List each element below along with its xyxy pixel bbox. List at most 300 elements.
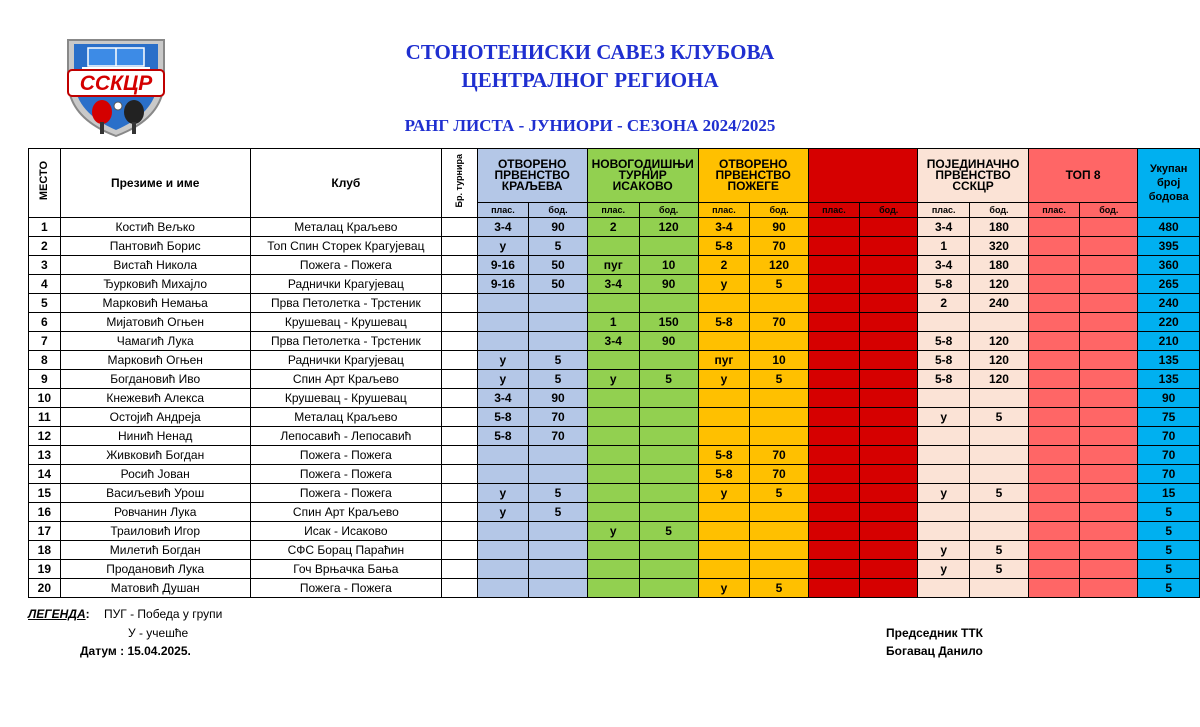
cell-tournaments — [441, 484, 477, 503]
cell-t1-place — [477, 465, 529, 484]
table-row — [29, 370, 1200, 389]
table-row — [29, 522, 1200, 541]
cell-name: Богдановић Иво — [60, 370, 250, 389]
cell-t3-points: 70 — [750, 465, 809, 484]
cell-t1-points: 50 — [529, 256, 588, 275]
cell-t1-points — [529, 332, 588, 351]
page-subtitle: РАНГ ЛИСТА - ЈУНИОРИ - СЕЗОНА 2024/2025 — [404, 116, 776, 135]
cell-t5-place: 3-4 — [918, 256, 970, 275]
cell-t2-place — [587, 351, 639, 370]
cell-t2-points — [639, 408, 698, 427]
cell-t3-place: пуг — [698, 351, 750, 370]
cell-t2-place — [587, 408, 639, 427]
cell-t1-place: 3-4 — [477, 218, 529, 237]
table-row — [29, 484, 1200, 503]
table-row — [29, 218, 1200, 237]
cell-t4-points — [860, 294, 918, 313]
cell-tournaments — [441, 313, 477, 332]
cell-t3-points — [750, 522, 809, 541]
header-tournament-empty — [808, 149, 917, 203]
cell-t2-place: у — [587, 370, 639, 389]
cell-club: Раднички Крагујевац — [250, 351, 441, 370]
legend-title: ЛЕГЕНДА: — [28, 607, 90, 621]
cell-t3-place — [698, 560, 750, 579]
cell-t4-place — [808, 218, 859, 237]
cell-t1-place: 5-8 — [477, 427, 529, 446]
cell-t3-points: 120 — [750, 256, 809, 275]
cell-t2-points — [639, 541, 698, 560]
cell-t3-place — [698, 294, 750, 313]
cell-t3-place: 5-8 — [698, 446, 750, 465]
table-row — [29, 389, 1200, 408]
cell-place: 5 — [29, 294, 61, 313]
cell-t2-place — [587, 446, 639, 465]
cell-t6-place — [1028, 579, 1079, 598]
cell-t5-points: 5 — [970, 408, 1029, 427]
title-line-1: СТОНОТЕНИСКИ САВЕЗ КЛУБОВА — [405, 40, 775, 64]
cell-t4-points — [860, 408, 918, 427]
cell-tournaments — [441, 465, 477, 484]
cell-t6-place — [1028, 522, 1079, 541]
cell-t1-place: у — [477, 484, 529, 503]
title-line-2: ЦЕНТРАЛНОГ РЕГИОНА — [461, 68, 719, 92]
cell-total: 210 — [1138, 332, 1200, 351]
cell-name: Живковић Богдан — [60, 446, 250, 465]
cell-t2-place — [587, 427, 639, 446]
cell-t3-place: у — [698, 484, 750, 503]
cell-place: 14 — [29, 465, 61, 484]
cell-place: 10 — [29, 389, 61, 408]
cell-place: 17 — [29, 522, 61, 541]
cell-club: Раднички Крагујевац — [250, 275, 441, 294]
table-row — [29, 275, 1200, 294]
cell-club: Крушевац - Крушевац — [250, 313, 441, 332]
cell-t6-points — [1080, 484, 1138, 503]
cell-club: Спин Арт Краљево — [250, 503, 441, 522]
cell-t5-points: 120 — [970, 351, 1029, 370]
cell-tournaments — [441, 370, 477, 389]
cell-t5-place — [918, 579, 970, 598]
cell-t5-place: 2 — [918, 294, 970, 313]
cell-total: 5 — [1138, 541, 1200, 560]
cell-t2-place — [587, 237, 639, 256]
cell-place: 7 — [29, 332, 61, 351]
cell-t2-place — [587, 484, 639, 503]
sub-place: плас. — [918, 203, 970, 218]
cell-t2-points — [639, 351, 698, 370]
cell-club: Спин Арт Краљево — [250, 370, 441, 389]
cell-t6-place — [1028, 503, 1079, 522]
cell-t5-points: 120 — [970, 275, 1029, 294]
president-name: Богавац Данило — [886, 644, 983, 658]
cell-t3-points — [750, 408, 809, 427]
cell-t6-place — [1028, 256, 1079, 275]
cell-t5-points: 180 — [970, 218, 1029, 237]
logo-icon — [60, 28, 172, 140]
cell-club: Крушевац - Крушевац — [250, 389, 441, 408]
header-tournaments: Бр. турнира — [441, 149, 477, 218]
cell-t6-points — [1080, 218, 1138, 237]
cell-t2-points — [639, 427, 698, 446]
cell-t6-points — [1080, 313, 1138, 332]
cell-tournaments — [441, 541, 477, 560]
cell-t6-place — [1028, 389, 1079, 408]
cell-t3-points: 70 — [750, 237, 809, 256]
cell-t4-points — [860, 503, 918, 522]
cell-t5-place — [918, 313, 970, 332]
cell-name: Пантовић Борис — [60, 237, 250, 256]
cell-t3-place — [698, 503, 750, 522]
cell-tournaments — [441, 237, 477, 256]
cell-total: 360 — [1138, 256, 1200, 275]
cell-t4-points — [860, 541, 918, 560]
cell-tournaments — [441, 256, 477, 275]
cell-t4-points — [860, 218, 918, 237]
header-tournament-isakovo: НОВОГОДИШЊИ ТУРНИР ИСАКОВО — [587, 149, 698, 203]
sub-points: бод. — [860, 203, 918, 218]
cell-total: 5 — [1138, 560, 1200, 579]
cell-place: 1 — [29, 218, 61, 237]
cell-club: Пожега - Пожега — [250, 465, 441, 484]
cell-t1-place: у — [477, 370, 529, 389]
cell-t4-points — [860, 560, 918, 579]
cell-place: 9 — [29, 370, 61, 389]
cell-t4-place — [808, 313, 859, 332]
table-row — [29, 579, 1200, 598]
sub-points: бод. — [639, 203, 698, 218]
cell-t5-points — [970, 427, 1029, 446]
cell-t2-place — [587, 465, 639, 484]
president-title: Председник ТТК — [886, 626, 984, 640]
cell-t3-place: 5-8 — [698, 237, 750, 256]
cell-club: СФС Борац Параћин — [250, 541, 441, 560]
legend-pug: ПУГ - Победа у групи — [104, 607, 223, 621]
cell-name: Ровчанин Лука — [60, 503, 250, 522]
cell-total: 5 — [1138, 579, 1200, 598]
cell-t1-place: у — [477, 351, 529, 370]
cell-t4-points — [860, 256, 918, 275]
cell-t2-place: 1 — [587, 313, 639, 332]
cell-t2-points: 5 — [639, 522, 698, 541]
cell-t4-place — [808, 465, 859, 484]
cell-t2-points — [639, 465, 698, 484]
cell-t6-place — [1028, 408, 1079, 427]
cell-t5-points: 180 — [970, 256, 1029, 275]
header-total: Укупан број бодова — [1138, 149, 1200, 218]
cell-t4-points — [860, 351, 918, 370]
cell-t6-points — [1080, 370, 1138, 389]
cell-t2-points — [639, 446, 698, 465]
cell-t4-points — [860, 389, 918, 408]
cell-t5-points — [970, 579, 1029, 598]
cell-t4-place — [808, 275, 859, 294]
cell-t6-place — [1028, 465, 1079, 484]
header-tournament-kraljevo: ОТВОРЕНО ПРВЕНСТВО КРАЉЕВА — [477, 149, 587, 203]
cell-club: Металац Краљево — [250, 408, 441, 427]
cell-t4-place — [808, 256, 859, 275]
cell-t1-points — [529, 541, 588, 560]
cell-tournaments — [441, 560, 477, 579]
cell-t5-place: у — [918, 541, 970, 560]
cell-name: Васиљевић Урош — [60, 484, 250, 503]
cell-t6-place — [1028, 427, 1079, 446]
cell-name: Марковић Огњен — [60, 351, 250, 370]
cell-t4-place — [808, 237, 859, 256]
cell-t5-points: 5 — [970, 484, 1029, 503]
cell-t1-place — [477, 332, 529, 351]
cell-t6-points — [1080, 579, 1138, 598]
header-place: МЕСТО — [29, 149, 61, 218]
table-row — [29, 237, 1200, 256]
cell-t3-points — [750, 294, 809, 313]
header-tournament-ssckr: ПОЈЕДИНАЧНО ПРВЕНСТВО ССКЦР — [918, 149, 1029, 203]
cell-t4-points — [860, 427, 918, 446]
table-row — [29, 446, 1200, 465]
cell-place: 20 — [29, 579, 61, 598]
sub-place: плас. — [1028, 203, 1079, 218]
table-row — [29, 465, 1200, 484]
cell-t6-points — [1080, 351, 1138, 370]
cell-t1-place: у — [477, 503, 529, 522]
cell-tournaments — [441, 218, 477, 237]
cell-t1-points: 90 — [529, 218, 588, 237]
table-row — [29, 351, 1200, 370]
ranking-body — [29, 218, 1200, 598]
cell-t4-place — [808, 446, 859, 465]
cell-club: Прва Петолетка - Трстеник — [250, 332, 441, 351]
cell-tournaments — [441, 427, 477, 446]
cell-place: 19 — [29, 560, 61, 579]
cell-t5-points: 5 — [970, 541, 1029, 560]
cell-t1-place — [477, 541, 529, 560]
cell-t3-points: 5 — [750, 579, 809, 598]
cell-t2-place: 3-4 — [587, 332, 639, 351]
cell-t4-points — [860, 313, 918, 332]
header-name: Презиме и име — [60, 149, 250, 218]
cell-t1-place — [477, 294, 529, 313]
cell-t1-points: 70 — [529, 408, 588, 427]
cell-place: 3 — [29, 256, 61, 275]
table-row — [29, 503, 1200, 522]
cell-place: 12 — [29, 427, 61, 446]
cell-t2-place — [587, 560, 639, 579]
cell-name: Чамагић Лука — [60, 332, 250, 351]
cell-t6-points — [1080, 237, 1138, 256]
cell-t2-place — [587, 541, 639, 560]
cell-t1-place — [477, 579, 529, 598]
cell-t5-place: у — [918, 408, 970, 427]
cell-t6-place — [1028, 351, 1079, 370]
cell-name: Вистаћ Никола — [60, 256, 250, 275]
cell-t4-place — [808, 522, 859, 541]
cell-t6-place — [1028, 294, 1079, 313]
cell-total: 5 — [1138, 503, 1200, 522]
cell-t4-points — [860, 446, 918, 465]
cell-t6-points — [1080, 256, 1138, 275]
cell-tournaments — [441, 294, 477, 313]
cell-t3-points — [750, 332, 809, 351]
cell-club: Лепосавић - Лепосавић — [250, 427, 441, 446]
cell-t4-place — [808, 332, 859, 351]
cell-t2-points — [639, 579, 698, 598]
cell-name: Нинић Ненад — [60, 427, 250, 446]
cell-t3-points — [750, 560, 809, 579]
cell-t1-points: 90 — [529, 389, 588, 408]
cell-t5-place: у — [918, 560, 970, 579]
cell-name: Матовић Душан — [60, 579, 250, 598]
cell-t5-points: 320 — [970, 237, 1029, 256]
legend-u: У - учешће — [128, 626, 189, 640]
cell-t2-place — [587, 503, 639, 522]
cell-name: Продановић Лука — [60, 560, 250, 579]
cell-t1-points: 50 — [529, 275, 588, 294]
cell-t6-place — [1028, 332, 1079, 351]
cell-t3-points: 70 — [750, 313, 809, 332]
cell-name: Марковић Немања — [60, 294, 250, 313]
cell-t2-points — [639, 237, 698, 256]
cell-t4-points — [860, 522, 918, 541]
cell-t3-points — [750, 541, 809, 560]
cell-t1-points: 5 — [529, 351, 588, 370]
cell-place: 18 — [29, 541, 61, 560]
cell-t6-place — [1028, 275, 1079, 294]
cell-t4-place — [808, 541, 859, 560]
cell-total: 5 — [1138, 522, 1200, 541]
cell-t6-place — [1028, 370, 1079, 389]
sub-place: плас. — [808, 203, 859, 218]
sub-points: бод. — [1080, 203, 1138, 218]
cell-t6-points — [1080, 503, 1138, 522]
cell-club: Исак - Исаково — [250, 522, 441, 541]
cell-t4-place — [808, 408, 859, 427]
cell-t4-points — [860, 370, 918, 389]
cell-t1-points — [529, 446, 588, 465]
cell-t1-points — [529, 579, 588, 598]
cell-t4-points — [860, 465, 918, 484]
cell-t4-place — [808, 389, 859, 408]
cell-t2-place: у — [587, 522, 639, 541]
cell-t3-place: 5-8 — [698, 313, 750, 332]
cell-t1-points: 70 — [529, 427, 588, 446]
cell-t4-place — [808, 503, 859, 522]
cell-t3-place — [698, 389, 750, 408]
cell-t6-place — [1028, 218, 1079, 237]
cell-t1-points — [529, 313, 588, 332]
cell-t6-points — [1080, 332, 1138, 351]
cell-t5-place: 5-8 — [918, 332, 970, 351]
cell-t3-place: 2 — [698, 256, 750, 275]
cell-t6-points — [1080, 541, 1138, 560]
cell-tournaments — [441, 446, 477, 465]
cell-t5-points — [970, 446, 1029, 465]
cell-t6-points — [1080, 560, 1138, 579]
cell-t5-points: 240 — [970, 294, 1029, 313]
cell-total: 395 — [1138, 237, 1200, 256]
cell-t2-place — [587, 389, 639, 408]
cell-t4-place — [808, 560, 859, 579]
cell-t2-points: 120 — [639, 218, 698, 237]
cell-place: 13 — [29, 446, 61, 465]
cell-t5-place — [918, 522, 970, 541]
cell-t5-points — [970, 503, 1029, 522]
cell-t2-points: 5 — [639, 370, 698, 389]
cell-t1-place: 9-16 — [477, 256, 529, 275]
cell-total: 75 — [1138, 408, 1200, 427]
cell-t3-points: 10 — [750, 351, 809, 370]
cell-tournaments — [441, 332, 477, 351]
cell-t5-place — [918, 465, 970, 484]
cell-t2-place: 2 — [587, 218, 639, 237]
cell-t1-points — [529, 465, 588, 484]
cell-t3-place — [698, 408, 750, 427]
cell-name: Кнежевић Алекса — [60, 389, 250, 408]
cell-t5-points: 120 — [970, 370, 1029, 389]
cell-t3-points: 70 — [750, 446, 809, 465]
cell-t3-points — [750, 389, 809, 408]
cell-t6-place — [1028, 313, 1079, 332]
cell-t6-points — [1080, 427, 1138, 446]
ranking-table — [28, 148, 1200, 598]
cell-t2-place: 3-4 — [587, 275, 639, 294]
cell-t3-points: 5 — [750, 484, 809, 503]
table-row — [29, 256, 1200, 275]
table-row — [29, 427, 1200, 446]
cell-t3-place — [698, 541, 750, 560]
cell-club: Пожега - Пожега — [250, 256, 441, 275]
cell-t1-points: 5 — [529, 237, 588, 256]
cell-t3-place: у — [698, 579, 750, 598]
cell-total: 240 — [1138, 294, 1200, 313]
cell-tournaments — [441, 389, 477, 408]
cell-t6-points — [1080, 389, 1138, 408]
cell-t5-place — [918, 427, 970, 446]
cell-place: 2 — [29, 237, 61, 256]
report-date: Датум : 15.04.2025. — [80, 644, 191, 658]
cell-t4-points — [860, 275, 918, 294]
cell-tournaments — [441, 275, 477, 294]
cell-t1-points — [529, 560, 588, 579]
cell-club: Пожега - Пожега — [250, 446, 441, 465]
cell-t1-points: 5 — [529, 503, 588, 522]
cell-t2-points — [639, 294, 698, 313]
header-club: Клуб — [250, 149, 441, 218]
cell-t2-points: 10 — [639, 256, 698, 275]
cell-t2-points — [639, 503, 698, 522]
cell-t3-place: 5-8 — [698, 465, 750, 484]
cell-t3-place — [698, 332, 750, 351]
cell-tournaments — [441, 408, 477, 427]
cell-club: Пожега - Пожега — [250, 484, 441, 503]
cell-t2-points: 150 — [639, 313, 698, 332]
cell-t5-place: 5-8 — [918, 275, 970, 294]
cell-t3-place: у — [698, 370, 750, 389]
cell-place: 6 — [29, 313, 61, 332]
table-row — [29, 541, 1200, 560]
cell-t6-points — [1080, 465, 1138, 484]
cell-total: 135 — [1138, 351, 1200, 370]
cell-tournaments — [441, 579, 477, 598]
cell-t6-points — [1080, 294, 1138, 313]
cell-t4-points — [860, 484, 918, 503]
cell-t3-points: 5 — [750, 275, 809, 294]
cell-t3-place — [698, 522, 750, 541]
cell-t4-points — [860, 237, 918, 256]
cell-t3-points — [750, 427, 809, 446]
cell-t4-place — [808, 579, 859, 598]
cell-tournaments — [441, 503, 477, 522]
sub-points: бод. — [970, 203, 1029, 218]
cell-t1-place: 3-4 — [477, 389, 529, 408]
